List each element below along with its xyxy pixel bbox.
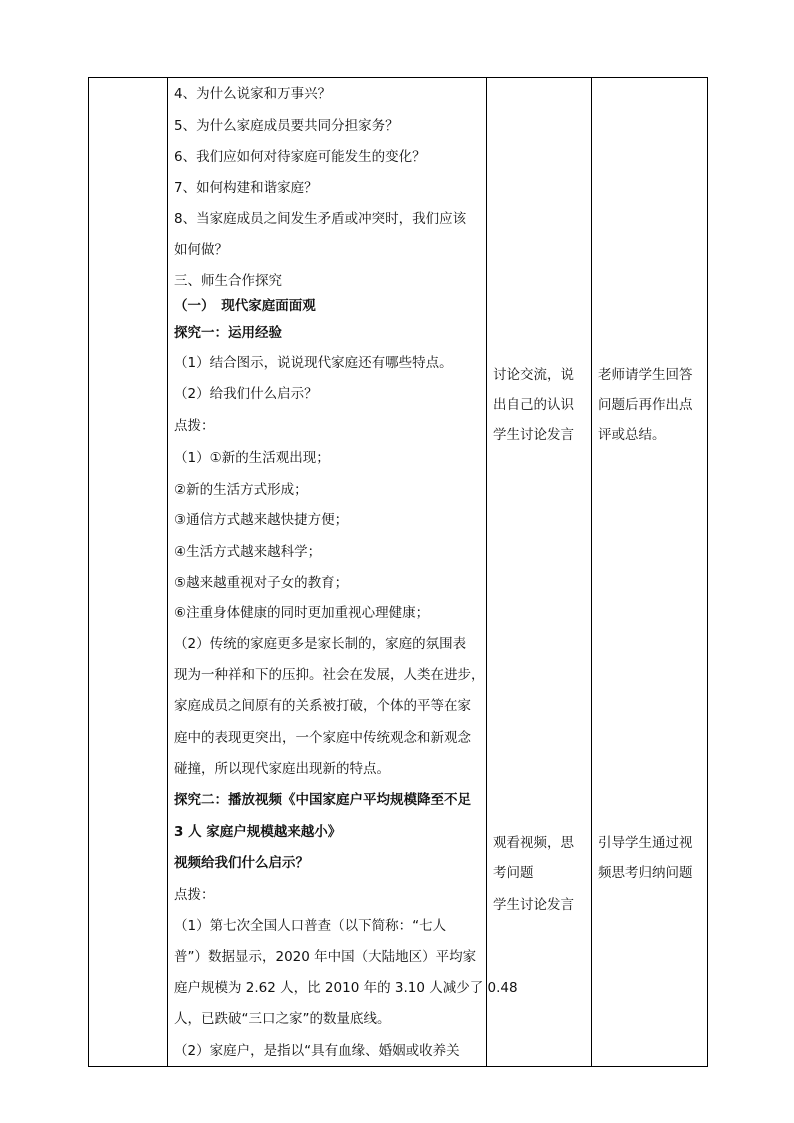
content-line: （2）传统的家庭更多是家长制的，家庭的氛围表	[174, 636, 467, 652]
content-line: ③通信方式越来越快捷方便；	[174, 512, 349, 528]
content-line: （1）结合图示，说说现代家庭还有哪些特点。	[174, 355, 453, 371]
content-line: 庭户规模为 2.62 人，比 2010 年的 3.10 人减少了 0.48	[174, 980, 518, 996]
content-line: 5、为什么家庭成员要共同分担家务？	[174, 118, 399, 134]
student-activity-line: 出自己的认识	[493, 397, 574, 413]
content-line: 3 人 家庭户规模越来越小》	[174, 824, 342, 840]
teacher-activity-line: 频思考归纳问题	[598, 865, 693, 881]
lesson-plan-table	[88, 77, 708, 1067]
content-line: 如何做？	[174, 242, 228, 258]
teacher-activity-line: 问题后再作出点	[598, 397, 693, 413]
content-line: 点拨：	[174, 887, 215, 903]
content-line: （1）①新的生活观出现；	[174, 450, 330, 466]
student-activity-line: 考问题	[493, 865, 534, 881]
teacher-activity-line: 老师请学生回答	[598, 367, 693, 383]
content-line: ⑥注重身体健康的同时更加重视心理健康；	[174, 605, 430, 621]
content-line: 人，已跌破“三口之家”的数量底线。	[174, 1011, 391, 1027]
content-line: （一） 现代家庭面面观	[174, 298, 316, 314]
teacher-activity-column	[592, 78, 707, 1066]
student-activity-line: 讨论交流，说	[493, 367, 574, 383]
content-line: 视频给我们什么启示？	[174, 855, 309, 871]
content-line: ④生活方式越来越科学；	[174, 544, 322, 560]
content-line: 点拨：	[174, 418, 215, 434]
content-line: 7、如何构建和谐家庭？	[174, 180, 318, 196]
content-line: （2）家庭户，是指以“具有血缘、婚姻或收养关	[174, 1043, 460, 1059]
student-activity-line: 学生讨论发言	[493, 427, 574, 443]
content-line: 庭中的表现更突出，一个家庭中传统观念和新观念	[174, 730, 471, 746]
student-activity-column	[487, 78, 591, 1066]
content-line: 家庭成员之间原有的关系被打破，个体的平等在家	[174, 698, 471, 714]
content-line: ②新的生活方式形成；	[174, 482, 308, 498]
content-line: 4、为什么说家和万事兴？	[174, 86, 332, 102]
table-border-left	[88, 78, 89, 1066]
content-line: ⑤越来越重视对子女的教育；	[174, 575, 349, 591]
student-activity-line: 观看视频，思	[493, 835, 574, 851]
table-border-right	[707, 78, 708, 1066]
content-line: 碰撞，所以现代家庭出现新的特点。	[174, 761, 390, 777]
content-line: 探究一：运用经验	[174, 325, 282, 341]
content-line: 现为一种祥和下的压抑。社会在发展，人类在进步，	[174, 667, 485, 683]
content-line: 探究二：播放视频《中国家庭户平均规模降至不足	[174, 792, 471, 808]
content-line: 三、师生合作探究	[174, 273, 282, 289]
teacher-activity-line: 评或总结。	[598, 427, 666, 443]
teacher-activity-line: 引导学生通过视	[598, 835, 693, 851]
content-line: （2）给我们什么启示？	[174, 386, 318, 402]
content-line: 6、我们应如何对待家庭可能发生的变化？	[174, 149, 426, 165]
content-line: （1）第七次全国人口普查（以下简称：“七人	[174, 918, 447, 934]
student-activity-line: 学生讨论发言	[493, 897, 574, 913]
content-line: 普”）数据显示，2020 年中国（大陆地区）平均家	[174, 949, 477, 965]
content-line: 8、当家庭成员之间发生矛盾或冲突时，我们应该	[174, 211, 467, 227]
